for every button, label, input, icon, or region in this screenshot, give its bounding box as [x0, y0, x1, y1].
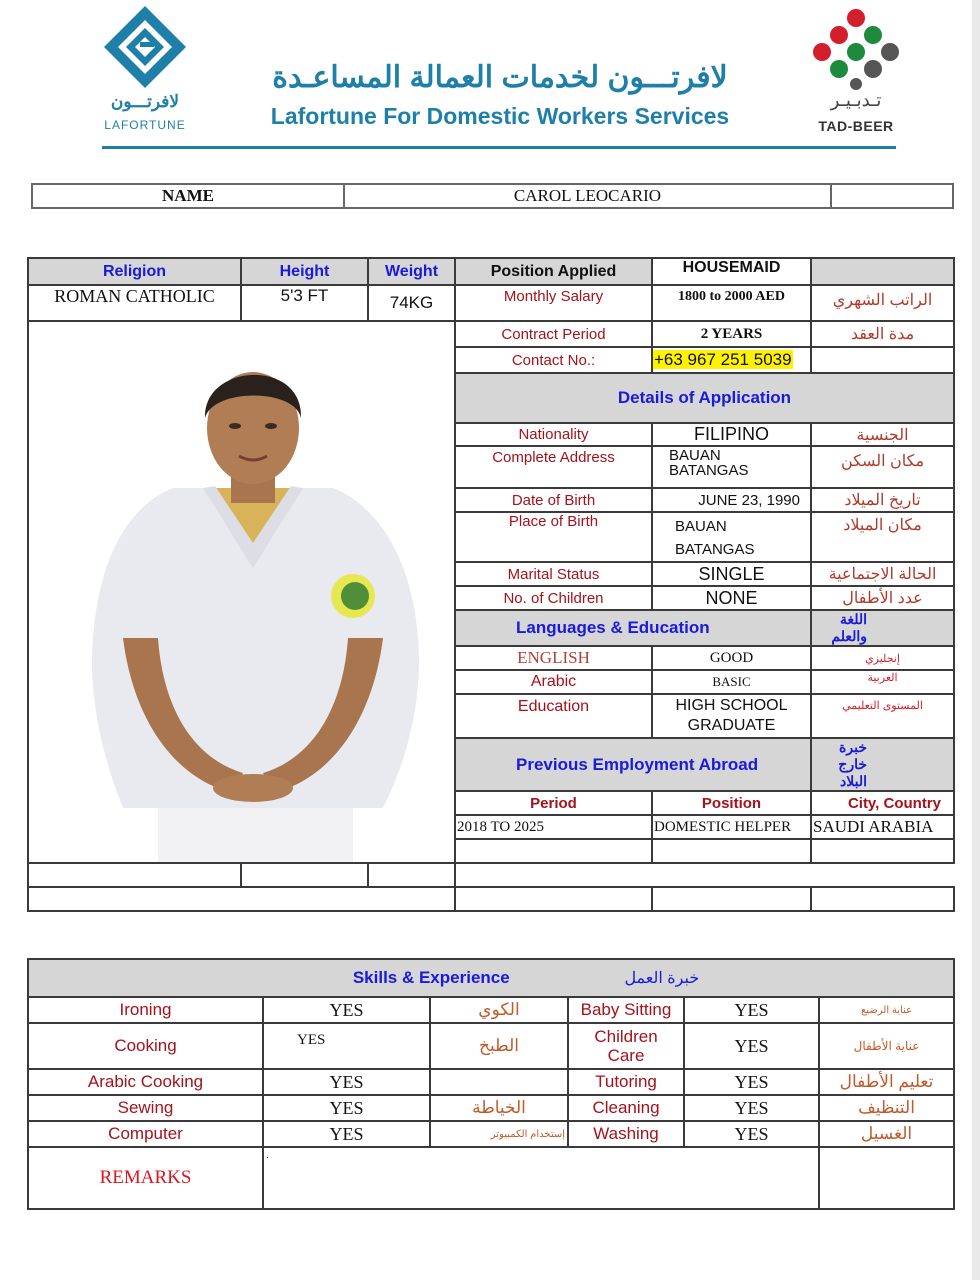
skill-cleaning-label: Cleaning: [568, 1095, 684, 1121]
skill-baby-sitting-value: YES: [684, 997, 819, 1023]
details-section-title: Details of Application: [455, 373, 954, 423]
lafortune-logo: [100, 4, 190, 134]
name-table: [31, 183, 954, 209]
arabic-arabic: العربية: [811, 670, 954, 694]
languages-section-title-arabic: اللغة والعلم: [811, 610, 954, 646]
nationality-arabic: الجنسية: [811, 423, 954, 446]
skill-row: [28, 1023, 954, 1069]
skill-computer-value: YES: [263, 1121, 430, 1147]
skills-section-title: Skills & Experience: [352, 968, 510, 987]
marital-status-value: SINGLE: [652, 562, 811, 586]
position-applied-label: Position Applied: [455, 258, 652, 285]
dob-arabic: تاريخ الميلاد: [811, 488, 954, 512]
tadbeer-logo: [806, 6, 906, 134]
employment-header-city: City, Country: [811, 791, 954, 815]
education-label: Education: [455, 694, 652, 738]
pob-arabic: مكان الميلاد: [811, 512, 954, 562]
dob-value: JUNE 23, 1990: [652, 488, 811, 512]
children-value: NONE: [652, 586, 811, 610]
education-arabic: المستوى التعليمي: [811, 694, 954, 738]
contract-period-label: Contract Period: [455, 321, 652, 347]
remarks-label: REMARKS: [28, 1147, 263, 1209]
dob-label: Date of Birth: [455, 488, 652, 512]
skill-children-care-label: [568, 1023, 684, 1069]
position-arabic-cell: [811, 258, 954, 285]
religion-value: ROMAN CATHOLIC: [28, 285, 241, 321]
children-label: No. of Children: [455, 586, 652, 610]
remarks-arabic-cell: [819, 1147, 954, 1209]
skill-ironing-value: YES: [263, 997, 430, 1023]
header-divider: [102, 146, 896, 149]
monthly-salary-value: 1800 to 2000 AED: [652, 285, 811, 321]
english-arabic: إنجليزي: [811, 646, 954, 670]
skill-row: [28, 997, 954, 1023]
skill-baby-sitting-label: Baby Sitting: [568, 997, 684, 1023]
weight-header: Weight: [368, 258, 455, 285]
education-value: [652, 694, 811, 738]
skill-washing-arabic: الغسيل: [819, 1121, 954, 1147]
pob-value: [652, 512, 811, 562]
skill-tutoring-value: YES: [684, 1069, 819, 1095]
languages-section-title: Languages & Education: [455, 610, 811, 646]
arabic-value: BASIC: [652, 670, 811, 694]
address-label: Complete Address: [455, 446, 652, 488]
address-arabic: مكان السكن: [811, 446, 954, 488]
skill-computer-label: Computer: [28, 1121, 263, 1147]
name-label: NAME: [32, 184, 344, 208]
employment-section-title-arabic: خبرة خارج البلاد: [811, 738, 954, 791]
employment-city-country: SAUDI ARABIA: [811, 815, 954, 839]
contract-period-value: 2 YEARS: [652, 321, 811, 347]
photo-cell: [28, 321, 455, 863]
skill-tutoring-arabic: تعليم الأطفال: [819, 1069, 954, 1095]
employment-empty-row: [28, 887, 954, 911]
skill-arabic-cooking-label: Arabic Cooking: [28, 1069, 263, 1095]
skill-row: [28, 1095, 954, 1121]
address-value-text: BAUAN BATANGAS: [669, 447, 749, 479]
children-arabic: عدد الأطفال: [811, 586, 954, 610]
skill-cleaning-arabic: التنظيف: [819, 1095, 954, 1121]
skill-cooking-value: YES: [263, 1023, 430, 1069]
skill-computer-arabic: إستخدام الكمبيوتر: [430, 1121, 568, 1147]
skill-row: [28, 1121, 954, 1147]
arabic-label: Arabic: [455, 670, 652, 694]
skill-children-care-value: YES: [684, 1023, 819, 1069]
employment-header-period: Period: [455, 791, 652, 815]
company-title-english: Lafortune For Domestic Workers Services: [270, 103, 730, 129]
skill-washing-value: YES: [684, 1121, 819, 1147]
photo-bottom-spacer: [28, 887, 455, 911]
lafortune-logo-text: LAFORTUNE: [104, 118, 186, 132]
height-value: 5'3 FT: [241, 285, 368, 321]
skill-washing-label: Washing: [568, 1121, 684, 1147]
pob-label: Place of Birth: [455, 512, 652, 562]
candidate-photo: [63, 338, 443, 863]
skills-table: [27, 958, 955, 1210]
marital-status-arabic: الحالة الاجتماعية: [811, 562, 954, 586]
skill-baby-sitting-arabic: عناية الرضيع: [819, 997, 954, 1023]
skill-ironing-arabic: الكوي: [430, 997, 568, 1023]
skill-cooking-label: Cooking: [28, 1023, 263, 1069]
address-value: [652, 446, 811, 488]
name-arabic-cell: [831, 184, 953, 208]
tadbeer-logo-arabic: تـدبـيـر: [830, 90, 882, 110]
skill-arabic-cooking-value: YES: [263, 1069, 430, 1095]
nationality-value: FILIPINO: [652, 423, 811, 446]
skill-children-care-text: Children Care: [594, 1027, 658, 1065]
employment-period: 2018 TO 2025: [455, 815, 652, 839]
contact-label: Contact No.:: [455, 347, 652, 373]
skills-section-header: [28, 959, 954, 997]
lafortune-logo-arabic: لافرتـــون: [110, 92, 180, 111]
skill-sewing-arabic: الخياطة: [430, 1095, 568, 1121]
application-table: [27, 257, 955, 912]
skill-sewing-label: Sewing: [28, 1095, 263, 1121]
page-edge: [972, 0, 980, 1280]
employment-empty-row: [28, 863, 954, 887]
skill-children-care-arabic: عناية الأطفال: [819, 1023, 954, 1069]
contact-cell: [652, 347, 811, 373]
company-title-arabic: لافرتـــون لخدمات العمالة المساعـدة: [272, 61, 728, 94]
english-value: GOOD: [652, 646, 811, 670]
skill-ironing-label: Ironing: [28, 997, 263, 1023]
monthly-salary-arabic: الراتب الشهري: [811, 285, 954, 321]
pob-value-text: BAUAN BATANGAS: [675, 518, 755, 558]
skill-cleaning-value: YES: [684, 1095, 819, 1121]
tadbeer-logo-text: TAD-BEER: [818, 118, 894, 134]
lafortune-diamond-icon: [100, 4, 190, 90]
tadbeer-dots-icon: [806, 6, 906, 90]
skill-sewing-value: YES: [263, 1095, 430, 1121]
height-header: Height: [241, 258, 368, 285]
education-value-text: HIGH SCHOOL GRADUATE: [675, 697, 788, 734]
skill-row: [28, 1069, 954, 1095]
name-value: CAROL LEOCARIO: [344, 184, 831, 208]
contract-period-arabic: مدة العقد: [811, 321, 954, 347]
employment-section-title: Previous Employment Abroad: [455, 738, 811, 791]
skills-section-title-arabic: خبرة العمل: [624, 970, 700, 987]
skill-arabic-cooking-arabic: [430, 1069, 568, 1095]
skill-cooking-arabic: الطبخ: [430, 1023, 568, 1069]
employment-header-position: Position: [652, 791, 811, 815]
contact-value: +63 967 251 5039: [654, 350, 792, 369]
monthly-salary-label: Monthly Salary: [455, 285, 652, 321]
weight-value: 74KG: [368, 285, 455, 321]
remarks-value: .: [263, 1147, 819, 1209]
religion-header: Religion: [28, 258, 241, 285]
position-applied-value: HOUSEMAID: [652, 258, 811, 285]
nationality-label: Nationality: [455, 423, 652, 446]
contact-arabic-cell: [811, 347, 954, 373]
employment-position: DOMESTIC HELPER: [652, 815, 811, 839]
skill-tutoring-label: Tutoring: [568, 1069, 684, 1095]
english-label: ENGLISH: [455, 646, 652, 670]
marital-status-label: Marital Status: [455, 562, 652, 586]
